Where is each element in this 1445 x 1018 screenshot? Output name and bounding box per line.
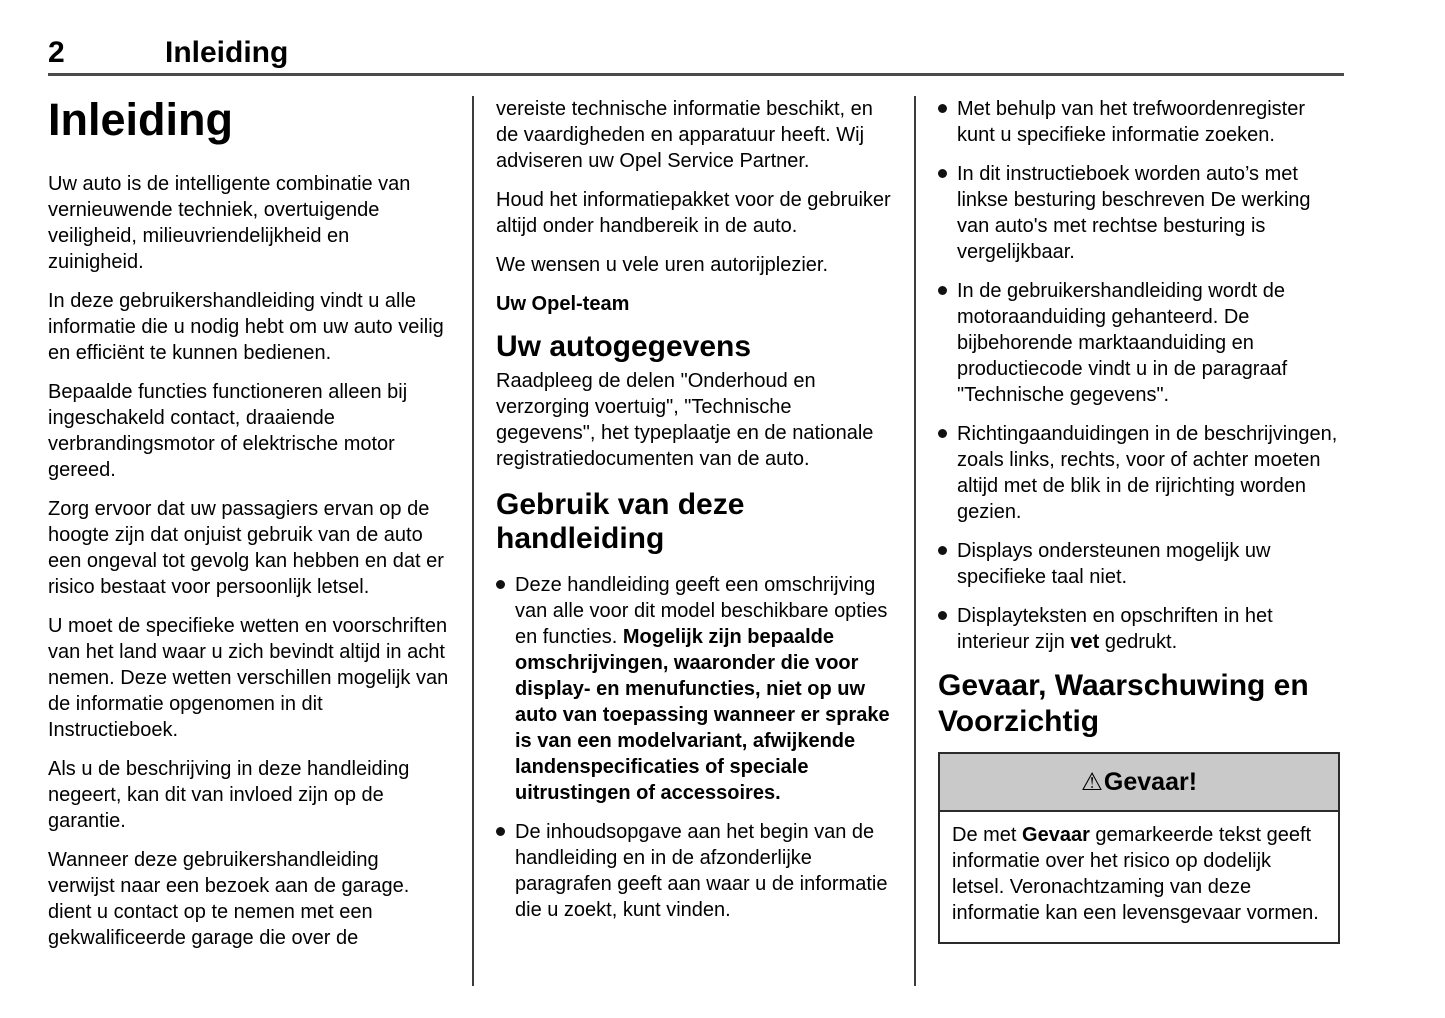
bullet-icon	[938, 169, 947, 178]
bullet-text: In de gebruikershandleiding wordt de motoraanduiding gehanteerd. De bijbehorende marktaanduiding en productiecode vindt u in de paragraaf "Technische gegevens".	[957, 280, 1288, 406]
bullet-text	[515, 572, 892, 806]
bullet-icon	[496, 580, 505, 589]
paragraph: Raadpleeg de delen "Onderhoud en verzorging voertuig", "Technische gegevens", het typeplaatje en de nationale registratiedocumenten van de auto.	[496, 370, 874, 470]
bullet-item	[938, 96, 1340, 148]
column-3	[914, 96, 1340, 986]
paragraph: U moet de specifieke wetten en voorschriften van het land waar u zich bevindt altijd in acht nemen. Deze wetten verschillen mogelijk van de informatie opgenomen in dit Instructieboek.	[48, 615, 449, 742]
paragraph: Bepaalde functies functioneren alleen bij ingeschakeld contact, draaiende verbrandingsmotor of elektrische motor gereed.	[48, 381, 408, 482]
header-rule	[48, 73, 1344, 76]
danger-box-title: Gevaar!	[1103, 768, 1198, 796]
paragraph: We wensen u vele uren autorijplezier.	[496, 254, 829, 276]
danger-box-body	[940, 812, 1338, 942]
bullet-item	[938, 538, 1340, 590]
section-heading-gebruik: Gebruik van deze handleiding	[496, 488, 745, 555]
paragraph: In deze gebruikershandleiding vindt u alle informatie die u nodig hebt om uw auto veilig en efficiënt te kunnen bedienen.	[48, 290, 444, 365]
bullet-text-bold: Mogelijk zijn bepaalde omschrijvingen, waaronder die voor display- en menufuncties, niet op uw auto van toepassing wanneer er sprake is van een modelvariant, afwijkende landenspecificaties of speciale uitrustingen of accessoires.	[515, 626, 890, 804]
signature-opel-team: Uw Opel-team	[496, 293, 630, 315]
bullet-text-bold: vet	[1070, 631, 1100, 653]
bullet-icon	[938, 286, 947, 295]
bullet-item	[938, 421, 1340, 525]
bullet-text: In dit instructieboek worden auto’s met linkse besturing beschreven De werking van auto's met rechtse besturing is vergelijkbaar.	[957, 163, 1311, 263]
bullet-icon	[496, 827, 505, 836]
paragraph: Houd het informatiepakket voor de gebruiker altijd onder handbereik in de auto.	[496, 189, 891, 237]
bullet-icon	[938, 104, 947, 113]
paragraph: vereiste technische informatie beschikt, en de vaardigheden en apparatuur heeft. Wij adviseren uw Opel Service Partner.	[496, 98, 873, 172]
columns	[48, 96, 1344, 986]
page-title: Inleiding	[48, 94, 233, 145]
chapter-title: Inleiding	[165, 36, 289, 69]
column-2	[472, 96, 892, 986]
bullet-item	[938, 278, 1340, 408]
page-number: 2	[48, 36, 65, 69]
bullet-text-post: gedrukt.	[1099, 631, 1178, 653]
danger-warning-box	[938, 752, 1340, 944]
bullet-item	[938, 603, 1340, 655]
paragraph: Wanneer deze gebruikershandleiding verwijst naar een bezoek aan de garage. dient u contact op te nemen met een gekwalificeerde garage die over de	[48, 849, 410, 950]
bullet-item	[496, 572, 892, 806]
section-heading-autogegevens: Uw autogegevens	[496, 330, 752, 363]
bullet-text	[957, 603, 1340, 655]
column-1	[48, 96, 450, 986]
bullet-item	[938, 161, 1340, 265]
bullet-text-pre: Displayteksten en opschriften in het interieur zijn	[957, 605, 1273, 653]
danger-body-bold: Gevaar	[1022, 824, 1090, 846]
danger-body-post: gemarkeerde tekst geeft informatie over het risico op dodelijk letsel. Veronachtzaming van deze informatie kan een levensgevaar vormen.	[952, 824, 1319, 924]
running-header	[48, 36, 1344, 70]
warning-triangle-icon: ⚠	[1080, 769, 1103, 796]
paragraph: Als u de beschrijving in deze handleiding negeert, kan dit van invloed zijn op de garantie.	[48, 758, 410, 833]
bullet-icon	[938, 546, 947, 555]
bullet-text: Richtingaanduidingen in de beschrijvingen, zoals links, rechts, voor of achter moeten altijd met de blik in de rijrichting worden gezien.	[957, 423, 1338, 523]
bullet-icon	[938, 611, 947, 620]
bullet-text: Displays ondersteunen mogelijk uw specifieke taal niet.	[957, 540, 1271, 588]
danger-body-pre: De met	[952, 824, 1023, 846]
bullet-text-normal: Deze handleiding geeft een omschrijving van alle voor dit model beschikbare opties en functies.	[515, 574, 888, 648]
section-heading-gevaar: Gevaar, Waarschuwing en Voorzichtig	[938, 669, 1309, 738]
bullet-text: De inhoudsopgave aan het begin van de handleiding en in de afzonderlijke paragrafen geeft aan waar u de informatie die u zoekt, kunt vinden.	[515, 821, 888, 921]
bullet-text: Met behulp van het trefwoordenregister kunt u specifieke informatie zoeken.	[957, 98, 1305, 146]
bullet-icon	[938, 429, 947, 438]
paragraph: Zorg ervoor dat uw passagiers ervan op de hoogte zijn dat onjuist gebruik van de auto een ongeval tot gevolg kan hebben en dat er risico bestaat voor persoonlijk letsel.	[48, 498, 444, 599]
bullet-item	[496, 819, 892, 923]
page-content	[48, 36, 1344, 986]
paragraph: Uw auto is de intelligente combinatie van vernieuwende techniek, overtuigende veiligheid, milieuvriendelijkheid en zuinigheid.	[48, 173, 411, 274]
danger-box-header	[940, 754, 1338, 812]
